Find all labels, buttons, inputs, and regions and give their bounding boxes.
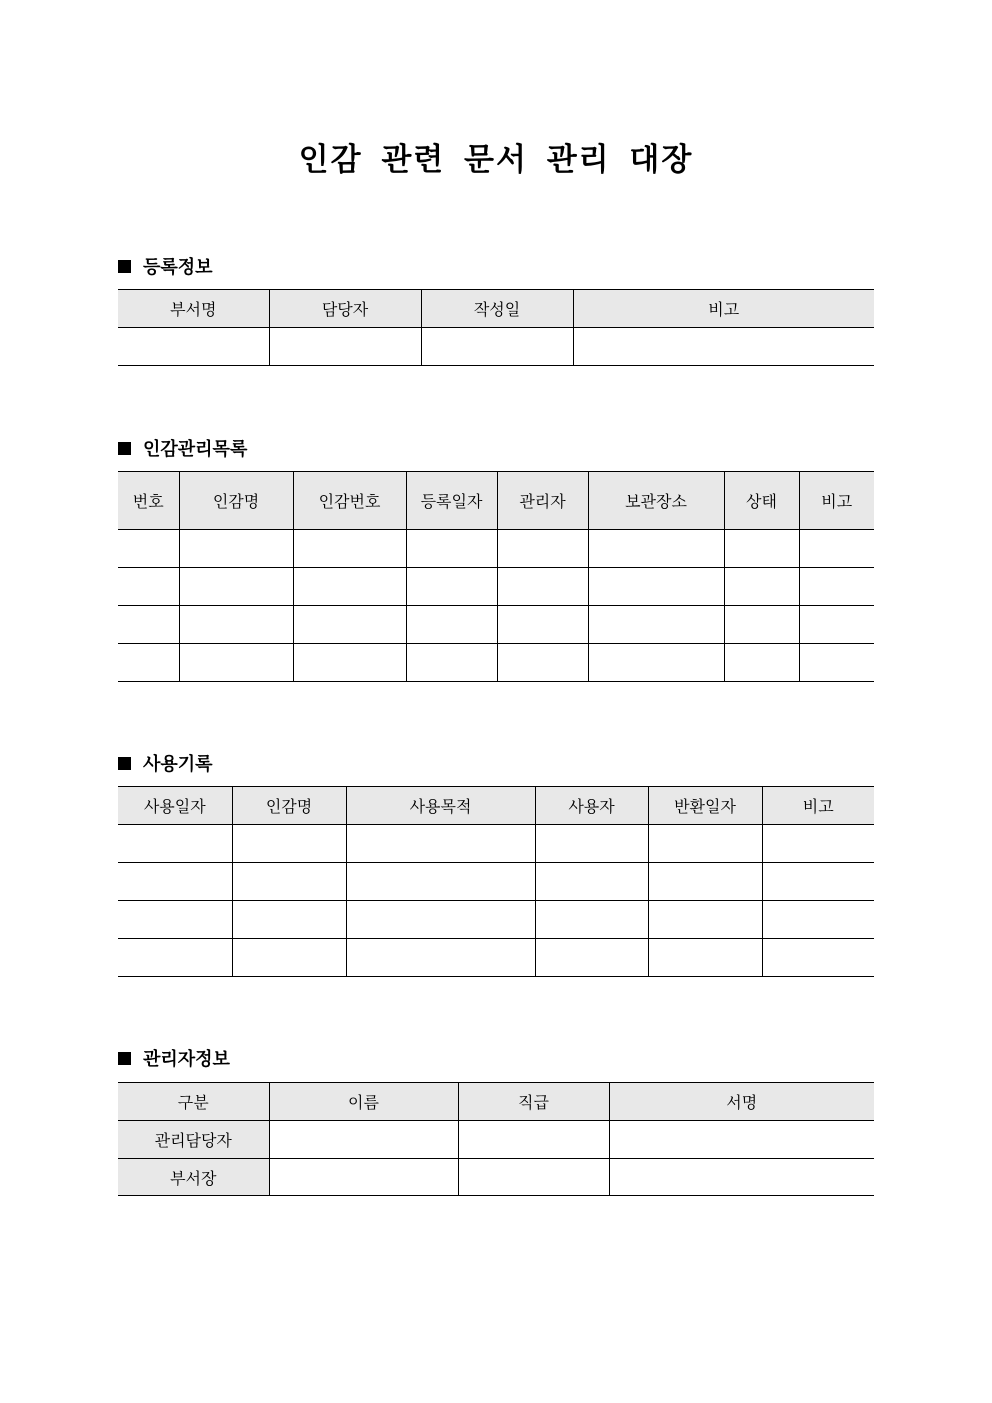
- table-cell[interactable]: [232, 901, 346, 939]
- table-cell[interactable]: [232, 825, 346, 863]
- usage-table: [118, 786, 874, 977]
- table-cell[interactable]: [497, 606, 588, 644]
- table-cell[interactable]: [232, 863, 346, 901]
- table-cell[interactable]: [535, 863, 648, 901]
- table-cell[interactable]: [535, 825, 648, 863]
- table-cell[interactable]: [269, 1121, 458, 1159]
- table-cell[interactable]: [406, 606, 497, 644]
- table-cell[interactable]: [118, 939, 232, 977]
- table-cell[interactable]: [346, 901, 535, 939]
- row-label: 부서장: [118, 1159, 269, 1196]
- table-cell[interactable]: [535, 901, 648, 939]
- column-header: 비고: [762, 787, 874, 825]
- table-cell[interactable]: [799, 530, 874, 568]
- table-cell[interactable]: [118, 863, 232, 901]
- table-cell[interactable]: [458, 1159, 609, 1196]
- column-header: 사용일자: [118, 787, 232, 825]
- section-title-text: 사용기록: [143, 754, 213, 775]
- column-header: 구분: [118, 1083, 269, 1121]
- column-header: 번호: [118, 472, 179, 530]
- table-cell[interactable]: [588, 606, 724, 644]
- table-cell[interactable]: [724, 568, 799, 606]
- table-cell[interactable]: [762, 825, 874, 863]
- section-title-text: 등록정보: [143, 257, 213, 278]
- table-cell[interactable]: [588, 530, 724, 568]
- table-cell[interactable]: [497, 530, 588, 568]
- table-cell[interactable]: [799, 606, 874, 644]
- manager-table: [118, 1082, 874, 1196]
- table-cell[interactable]: [648, 901, 762, 939]
- table-header-row: [118, 472, 874, 530]
- table-cell[interactable]: [118, 328, 269, 366]
- section-title-text: 관리자정보: [143, 1049, 230, 1070]
- column-header: 서명: [609, 1083, 874, 1121]
- table-cell[interactable]: [118, 901, 232, 939]
- table-cell[interactable]: [179, 568, 293, 606]
- table-cell[interactable]: [293, 530, 406, 568]
- table-row: [118, 1121, 874, 1159]
- table-cell[interactable]: [118, 568, 179, 606]
- table-header-row: [118, 787, 874, 825]
- table-cell[interactable]: [269, 1159, 458, 1196]
- table-cell[interactable]: [497, 644, 588, 682]
- table-cell[interactable]: [497, 568, 588, 606]
- table-cell[interactable]: [118, 530, 179, 568]
- table-cell[interactable]: [588, 568, 724, 606]
- column-header: 상태: [724, 472, 799, 530]
- table-cell[interactable]: [588, 644, 724, 682]
- table-cell[interactable]: [293, 644, 406, 682]
- column-header: 보관장소: [588, 472, 724, 530]
- column-header: 이름: [269, 1083, 458, 1121]
- table-cell[interactable]: [118, 825, 232, 863]
- table-cell[interactable]: [724, 606, 799, 644]
- table-row: [118, 530, 874, 568]
- column-header: 등록일자: [406, 472, 497, 530]
- table-cell[interactable]: [724, 644, 799, 682]
- column-header: 사용목적: [346, 787, 535, 825]
- column-header: 인감번호: [293, 472, 406, 530]
- table-cell[interactable]: [179, 606, 293, 644]
- table-cell[interactable]: [724, 530, 799, 568]
- section-title-registration: [118, 253, 213, 279]
- table-cell[interactable]: [609, 1159, 874, 1196]
- section-title-usage: [118, 750, 213, 776]
- table-cell[interactable]: [458, 1121, 609, 1159]
- table-cell[interactable]: [762, 863, 874, 901]
- table-cell[interactable]: [762, 901, 874, 939]
- table-cell[interactable]: [346, 825, 535, 863]
- column-header: 비고: [573, 290, 874, 328]
- table-cell[interactable]: [406, 568, 497, 606]
- table-row: [118, 825, 874, 863]
- table-header-row: [118, 1083, 874, 1121]
- section-title-manager: [118, 1045, 230, 1071]
- table-cell[interactable]: [118, 606, 179, 644]
- table-cell[interactable]: [293, 568, 406, 606]
- table-cell[interactable]: [232, 939, 346, 977]
- table-cell[interactable]: [421, 328, 573, 366]
- table-header-row: [118, 290, 874, 328]
- table-cell[interactable]: [648, 863, 762, 901]
- table-cell[interactable]: [179, 530, 293, 568]
- table-cell[interactable]: [573, 328, 874, 366]
- column-header: 반환일자: [648, 787, 762, 825]
- table-cell[interactable]: [346, 939, 535, 977]
- square-bullet-icon: [118, 757, 131, 770]
- table-cell[interactable]: [406, 530, 497, 568]
- square-bullet-icon: [118, 260, 131, 273]
- table-cell[interactable]: [609, 1121, 874, 1159]
- table-cell[interactable]: [648, 939, 762, 977]
- table-row: [118, 644, 874, 682]
- registration-table: [118, 289, 874, 366]
- table-cell[interactable]: [346, 863, 535, 901]
- column-header: 부서명: [118, 290, 269, 328]
- table-cell[interactable]: [406, 644, 497, 682]
- table-cell[interactable]: [762, 939, 874, 977]
- table-cell[interactable]: [118, 644, 179, 682]
- table-cell[interactable]: [799, 644, 874, 682]
- table-cell[interactable]: [799, 568, 874, 606]
- table-cell[interactable]: [293, 606, 406, 644]
- square-bullet-icon: [118, 1052, 131, 1065]
- row-label: 관리담당자: [118, 1121, 269, 1159]
- table-row: [118, 939, 874, 977]
- table-row: [118, 1159, 874, 1196]
- table-row: [118, 328, 874, 366]
- column-header: 직급: [458, 1083, 609, 1121]
- document-title: 인감 관련 문서 관리 대장: [298, 142, 694, 178]
- table-row: [118, 901, 874, 939]
- table-row: [118, 568, 874, 606]
- table-cell[interactable]: [179, 644, 293, 682]
- table-cell[interactable]: [269, 328, 421, 366]
- section-title-text: 인감관리목록: [143, 439, 248, 460]
- table-cell[interactable]: [648, 825, 762, 863]
- column-header: 작성일: [421, 290, 573, 328]
- column-header: 관리자: [497, 472, 588, 530]
- square-bullet-icon: [118, 442, 131, 455]
- table-row: [118, 863, 874, 901]
- column-header: 인감명: [232, 787, 346, 825]
- seal-list-table: [118, 471, 874, 682]
- column-header: 담당자: [269, 290, 421, 328]
- column-header: 비고: [799, 472, 874, 530]
- column-header: 인감명: [179, 472, 293, 530]
- section-title-seal-list: [118, 435, 247, 461]
- table-row: [118, 606, 874, 644]
- column-header: 사용자: [535, 787, 648, 825]
- table-cell[interactable]: [535, 939, 648, 977]
